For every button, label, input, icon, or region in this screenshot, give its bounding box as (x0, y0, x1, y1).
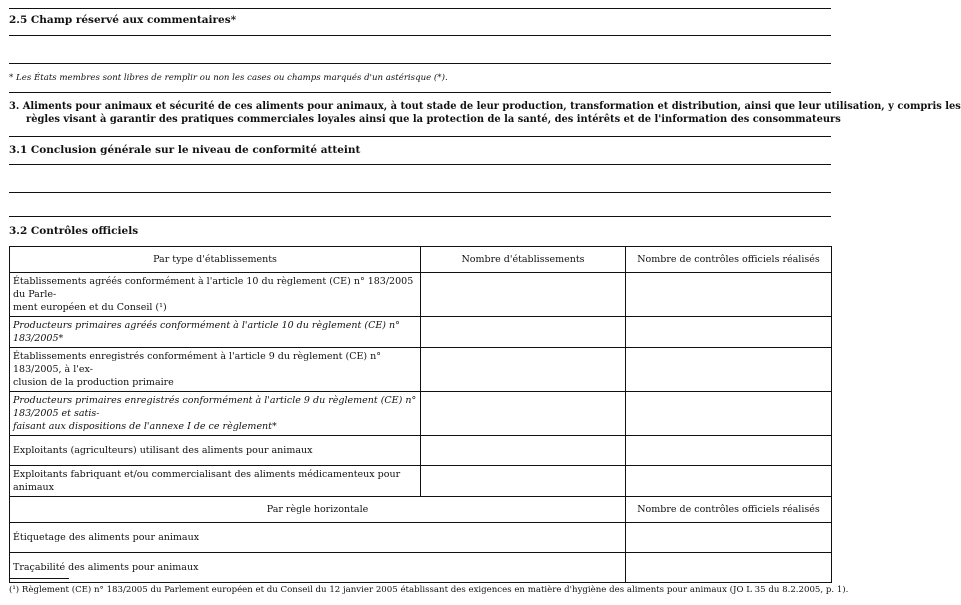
count-cell[interactable] (421, 466, 626, 497)
count-cell[interactable] (421, 273, 626, 317)
row-label-feed-traceability: Traçabilité des aliments pour animaux (10, 553, 626, 583)
row-label-line2: faisant aux dispositions de l'annexe I de ce règlement* (13, 421, 277, 432)
col-header-establishment-type: Par type d'établissements (10, 247, 421, 273)
row-label-line1: Producteurs primaires agréés conformément à l'article 10 du règlement (CE) n° 183/2005* (13, 320, 400, 344)
table-row (10, 392, 832, 436)
section-2-5-comment-box-rule (9, 63, 831, 64)
row-label-registered-establishments (10, 348, 421, 392)
controls-cell[interactable] (626, 392, 832, 436)
controls-cell[interactable] (626, 348, 832, 392)
section-2-5-heading: 2.5 Champ réservé aux commentaires* (9, 14, 237, 26)
table-row (10, 317, 832, 348)
count-cell[interactable] (421, 436, 626, 466)
section-3-1-heading: 3.1 Conclusion générale sur le niveau de conformité atteint (9, 144, 361, 156)
controls-cell[interactable] (626, 553, 832, 583)
footnote: (¹) Règlement (CE) n° 183/2005 du Parlement européen et du Conseil du 12 janvier 2005 établissant des exigences en matière d'hygiène des aliments pour animaux (JO L 35 du 8.2.2005, p. 1). (9, 585, 849, 595)
count-cell[interactable] (421, 348, 626, 392)
official-controls-table (9, 246, 832, 583)
row-label-line1: Établissements enregistrés conformément à l'article 9 du règlement (CE) n° 183/2005, à l'ex- (13, 351, 382, 375)
row-label-feed-labelling: Étiquetage des aliments pour animaux (10, 523, 626, 553)
col-header-horizontal-rule: Par règle horizontale (10, 497, 626, 523)
row-label-approved-primary-producers (10, 317, 421, 348)
section-3-1-rule (9, 164, 831, 165)
controls-cell[interactable] (626, 523, 832, 553)
section-2-5-rule (9, 35, 831, 36)
row-label-line2: ment européen et du Conseil (¹) (13, 302, 167, 313)
section-3-1-conclusion-box-rule (9, 192, 831, 193)
row-label-medicated-feed-operators (10, 466, 421, 497)
table-row (10, 553, 832, 583)
controls-cell[interactable] (626, 436, 832, 466)
row-label-farmers-using-feed (10, 436, 421, 466)
controls-cell[interactable] (626, 466, 832, 497)
section-3-2-top-rule (9, 216, 831, 217)
col-header-controls-count-2: Nombre de contrôles officiels réalisés (626, 497, 832, 523)
top-rule (9, 8, 831, 9)
section-3-top-rule (9, 92, 831, 93)
table-header-row (10, 247, 832, 273)
table-row (10, 466, 832, 497)
row-label-line2: clusion de la production primaire (13, 377, 174, 388)
section-3-heading-line2: règles visant à garantir des pratiques commerciales loyales ainsi que la protection de la santé, des intérêts et de l'information des consommateurs (26, 114, 841, 125)
row-label-registered-primary-producers (10, 392, 421, 436)
col-header-establishment-count: Nombre d'établissements (421, 247, 626, 273)
table-row (10, 348, 832, 392)
count-cell[interactable] (421, 392, 626, 436)
asterisk-note: * Les États membres sont libres de remplir ou non les cases ou champs marqués d'un astérisque (*). (9, 73, 448, 83)
row-label-line1: Établissements agréés conformément à l'article 10 du règlement (CE) n° 183/2005 du Parle- (13, 276, 414, 300)
row-label-line1: Producteurs primaires enregistrés conformément à l'article 9 du règlement (CE) n° 183/2005 et satis- (13, 395, 417, 419)
row-label-approved-establishments (10, 273, 421, 317)
table-row (10, 523, 832, 553)
row-label-line1: Exploitants (agriculteurs) utilisant des aliments pour animaux (13, 445, 313, 456)
row-label-line1: Exploitants fabriquant et/ou commercialisant des aliments médicamenteux pour animaux (13, 469, 401, 493)
table-subheader-row (10, 497, 832, 523)
controls-cell[interactable] (626, 273, 832, 317)
footnote-rule (9, 578, 69, 579)
section-3-heading-line1: 3. Aliments pour animaux et sécurité de ces aliments pour animaux, à tout stade de leur production, transformation et distribution, ainsi que leur utilisation, y compris les (9, 101, 961, 112)
section-3-2-heading: 3.2 Contrôles officiels (9, 225, 139, 237)
table-row (10, 273, 832, 317)
col-header-controls-count: Nombre de contrôles officiels réalisés (626, 247, 832, 273)
controls-cell[interactable] (626, 317, 832, 348)
table-row (10, 436, 832, 466)
count-cell[interactable] (421, 317, 626, 348)
section-3-1-top-rule (9, 136, 831, 137)
